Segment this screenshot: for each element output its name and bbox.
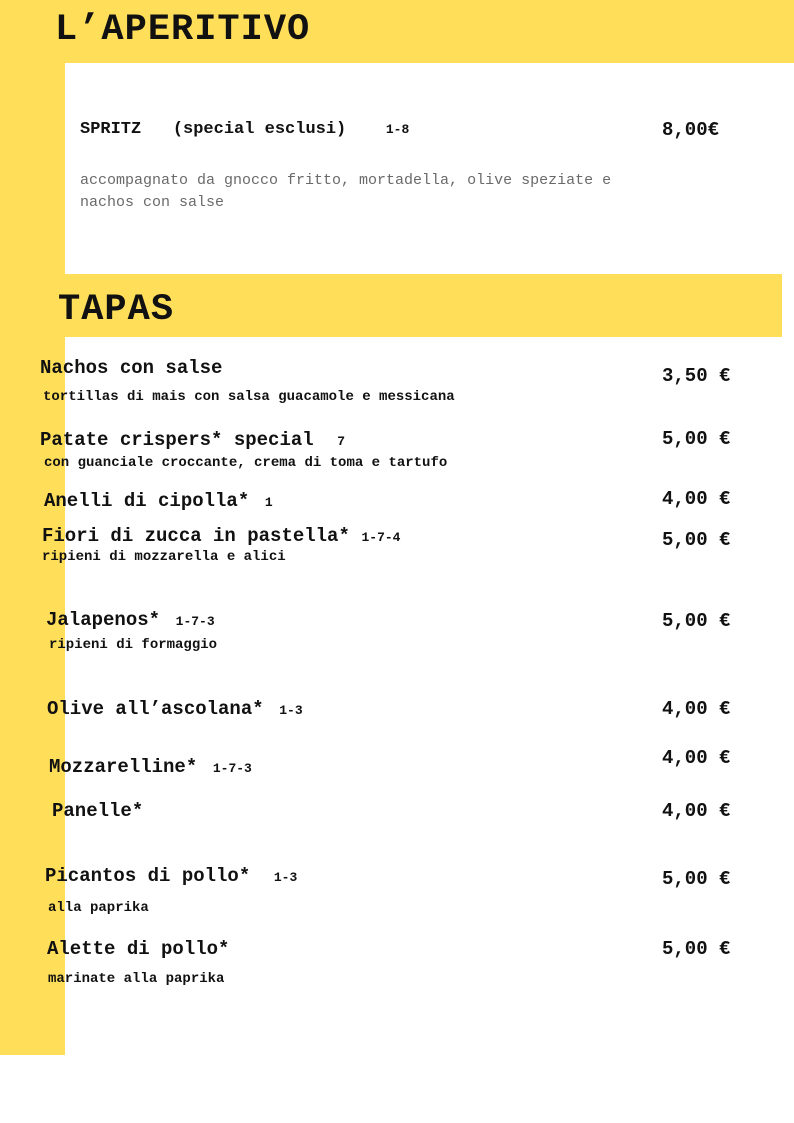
item-title: Alette di pollo*: [47, 938, 230, 960]
spritz-allergens: 1-8: [385, 122, 410, 137]
menu-item-name: [42, 525, 400, 547]
menu-item-description: ripieni di formaggio: [49, 637, 218, 653]
menu-item-description: marinate alla paprika: [48, 971, 225, 987]
spritz-name: SPRITZ: [80, 120, 142, 139]
item-allergens: 1-7-3: [212, 761, 252, 776]
menu-item-name: [44, 490, 273, 512]
item-title: Anelli di cipolla*: [44, 490, 250, 512]
spritz-row: [80, 120, 409, 139]
item-allergens: 1-7-4: [361, 530, 401, 545]
menu-item-description: con guanciale croccante, crema di toma e tartufo: [44, 455, 448, 471]
item-title: Fiori di zucca in pastella*: [42, 525, 350, 547]
spritz-price: 8,00€: [662, 119, 720, 141]
menu-item-name: [45, 865, 297, 887]
menu-item-description: tortillas di mais con salsa guacamole e messicana: [43, 389, 455, 405]
menu-item-price: 5,00 €: [662, 529, 731, 551]
menu-item-price: 5,00 €: [662, 610, 731, 632]
item-title: Picantos di pollo*: [45, 865, 251, 887]
tapas-title: TAPAS: [58, 289, 175, 331]
menu-item-description: alla paprika: [48, 900, 149, 916]
item-title: Panelle*: [52, 800, 144, 822]
menu-item-name: [49, 756, 252, 778]
item-allergens: 1: [264, 495, 273, 510]
menu-item-price: 3,50 €: [662, 365, 731, 387]
menu-item-price: 5,00 €: [662, 428, 731, 450]
spritz-description: accompagnato da gnocco fritto, mortadella, olive speziate e nachos con salse: [80, 172, 612, 211]
aperitivo-title: L’APERITIVO: [55, 9, 311, 51]
menu-item-price: 5,00 €: [662, 868, 731, 890]
item-title: Olive all’ascolana*: [47, 698, 264, 720]
item-title: Patate crispers* special: [40, 429, 314, 451]
item-allergens: 7: [337, 434, 346, 449]
menu-item-price: 4,00 €: [662, 698, 731, 720]
item-title: Jalapenos*: [46, 609, 161, 631]
item-allergens: 1-3: [273, 870, 298, 885]
menu-item-name: [46, 609, 215, 631]
menu-item-name: [40, 429, 345, 451]
item-allergens: 1-3: [279, 703, 303, 718]
item-title: Mozzarelline*: [49, 756, 198, 778]
item-title: Nachos con salse: [40, 357, 223, 379]
menu-item-price: 5,00 €: [662, 938, 731, 960]
menu-item-name: [47, 698, 303, 720]
menu-item-price: 4,00 €: [662, 747, 731, 769]
menu-item-description: ripieni di mozzarella e alici: [42, 549, 286, 565]
menu-item-name: [40, 357, 222, 379]
item-allergens: 1-7-3: [175, 614, 215, 629]
spritz-note: (special esclusi): [172, 120, 347, 139]
menu-item-price: 4,00 €: [662, 488, 731, 510]
menu-item-name: [47, 938, 229, 960]
menu-item-price: 4,00 €: [662, 800, 731, 822]
menu-item-name: [52, 800, 143, 822]
